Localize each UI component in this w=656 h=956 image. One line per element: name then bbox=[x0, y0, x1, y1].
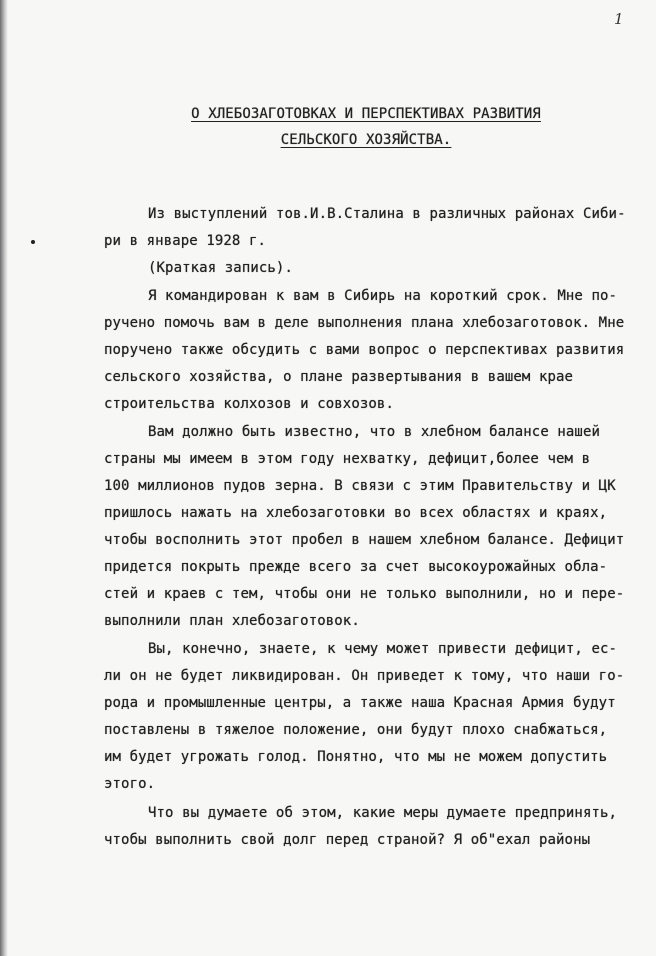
text-line: Вам должно быть известно, что в хлебном балансе нашей bbox=[148, 424, 601, 440]
text-line: (Краткая запись). bbox=[148, 260, 293, 276]
text-line: поставлены в тяжелое положение, они будут плохо снабжаться, bbox=[104, 722, 608, 738]
text-line: Что вы думаете об этом, какие меры думаете предпринять, bbox=[148, 805, 618, 821]
text-line: чтобы выполнить свой долг перед страной? Я об"ехал районы bbox=[104, 832, 591, 848]
text-line: 100 миллионов пудов зерна. В связи с этим Правительству и ЦК bbox=[104, 478, 616, 494]
page-number: 1 bbox=[614, 10, 624, 28]
text-line: чтобы восполнить этот пробел в нашем хлебном балансе. Дефицит bbox=[104, 532, 625, 548]
text-line: ручено помочь вам в деле выполнения плана хлебозаготовок. Мне bbox=[104, 315, 625, 331]
text-line: этого. bbox=[104, 776, 156, 792]
text-line: выполнили план хлебозаготовок. bbox=[104, 613, 360, 629]
text-line: им будет угрожать голод. Понятно, что мы не можем допустить bbox=[104, 749, 608, 765]
text-line: рода и промышленные центры, а также наша Красная Армия будут bbox=[104, 695, 616, 711]
text-line: придется покрыть прежде всего за счет высокоурожайных обла- bbox=[104, 559, 608, 575]
text-line: строительства колхозов и совхозов. bbox=[104, 396, 394, 412]
text-line: Вы, конечно, знаете, к чему может привести дефицит, ес- bbox=[148, 641, 618, 657]
text-line: Из выступлений тов.И.В.Сталина в различных районах Сиби- bbox=[148, 206, 626, 222]
document-title-line-2: СЕЛЬСКОГО ХОЗЯЙСТВА. bbox=[280, 132, 452, 148]
text-line: поручено также обсудить с вами вопрос о перспективах развития bbox=[104, 342, 625, 358]
text-line: сельского хозяйства, о плане развертывания в вашем крае bbox=[104, 369, 574, 385]
text-line: ри в январе 1928 г. bbox=[104, 233, 267, 249]
document-title-line-1: О ХЛЕБОЗАГОТОВКАХ И ПЕРСПЕКТИВАХ РАЗВИТИЯ bbox=[191, 106, 541, 122]
text-line: страны мы имеем в этом году нехватку, дефицит,более чем в bbox=[104, 451, 591, 467]
text-line: стей и краев с тем, чтобы они не только выполнили, но и пере- bbox=[104, 586, 625, 602]
text-line: ли он не будет ликвидирован. Он приведет к тому, что наши го- bbox=[104, 668, 625, 684]
ink-dot-mark bbox=[31, 240, 35, 244]
scan-edge-shadow bbox=[0, 0, 8, 956]
text-line: пришлось нажать на хлебозаготовки во всех областях и краях, bbox=[104, 505, 608, 521]
text-line: Я командирован к вам в Сибирь на короткий срок. Мне по- bbox=[148, 288, 618, 304]
